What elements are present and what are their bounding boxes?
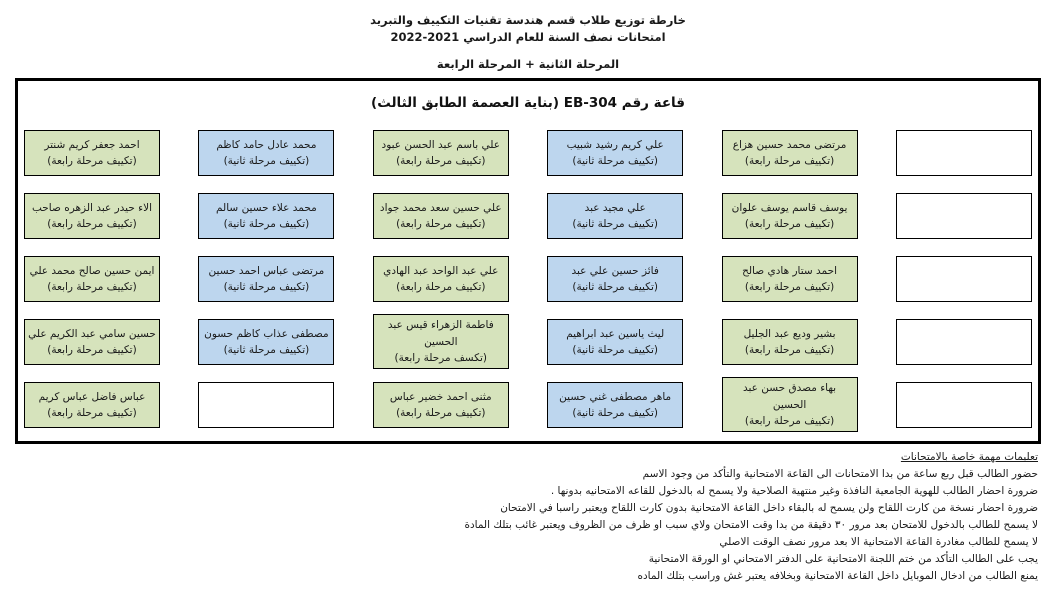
instruction-line: حضور الطالب قبل ربع ساعة من بدا الامتحانات الى القاعة الامتحانية والتأكد من وجود الاسم xyxy=(642,468,1038,481)
instruction-line: ضرورة احضار الطالب للهوية الجامعية النافذة وغير منتهية الصلاحية ولا يسمح له بالدخول للقاعه الامتحانيه بدونها . xyxy=(550,485,1038,498)
student-program: (تكييف مرحلة رابعة) xyxy=(47,217,137,230)
student-program: (تكييف مرحلة رابعة) xyxy=(47,343,137,356)
student-seat-cell xyxy=(547,256,683,302)
document-header xyxy=(0,0,1056,71)
student-seat-cell xyxy=(24,130,160,176)
student-seat-cell xyxy=(722,130,858,176)
student-program: (تكييف مرحلة ثانية) xyxy=(223,280,310,293)
student-seat-cell xyxy=(198,130,334,176)
student-program: (تكييف مرحلة ثانية) xyxy=(223,217,310,230)
student-name: علي باسم عبد الحسن عبود xyxy=(381,138,501,151)
student-program: (تكييف مرحلة رابعة) xyxy=(744,343,835,356)
student-program: (تكييف مرحلة رابعة) xyxy=(396,154,486,167)
student-program: (تكييف مرحلة رابعة) xyxy=(744,414,835,427)
student-name: حسين سامي عبد الكريم علي xyxy=(28,327,156,340)
student-seat-cell xyxy=(547,319,683,365)
student-seat-cell xyxy=(24,193,160,239)
student-seat-cell xyxy=(547,382,683,428)
instruction-line: يمنع الطالب من ادخال الموبايل داخل القاعة الامتحانية وبخلافه يعتبر غش وراسب بتلك الماده xyxy=(637,570,1038,583)
student-seat-cell xyxy=(722,256,858,302)
student-name: فاطمة الزهراء قيس عبد الحسين xyxy=(387,319,494,348)
student-name: عباس فاضل عباس كريم xyxy=(38,390,146,403)
student-seat-cell xyxy=(373,314,509,369)
student-program: (تكييف مرحلة رابعة) xyxy=(47,406,137,419)
student-name: علي عبد الواحد عبد الهادي xyxy=(383,264,499,277)
student-name: محمد علاء حسين سالم xyxy=(216,201,317,214)
seat-row xyxy=(24,373,1032,436)
document-subtitle: امتحانات نصف السنة للعام الدراسي 2021-2022 xyxy=(390,29,666,44)
instruction-line: ضرورة احضار نسخة من كارت اللقاح ولن يسمح له بالبقاء داخل القاعة الامتحانية بدون كارت اللقاح ويعتبر راسبا في الامتحان xyxy=(500,502,1038,515)
student-seat-cell xyxy=(373,256,509,302)
instruction-line: لا يسمح للطالب مغادرة القاعة الامتحانية الا بعد مرور نصف الوقت الاصلي xyxy=(719,536,1038,549)
student-seat-cell xyxy=(547,193,683,239)
student-program: (تكييف مرحلة رابعة) xyxy=(396,280,486,293)
student-program: (تكييف مرحلة رابعة) xyxy=(396,406,486,419)
student-seat-cell xyxy=(24,256,160,302)
empty-seat-cell xyxy=(896,193,1032,239)
student-program: (تكييف مرحلة ثانية) xyxy=(572,406,658,419)
seat-row xyxy=(24,310,1032,373)
student-program: (تكييف مرحلة ثانية) xyxy=(572,217,658,230)
student-seat-cell xyxy=(373,130,509,176)
student-program: (تكييف مرحلة رابعة) xyxy=(47,280,137,293)
seat-row xyxy=(24,184,1032,247)
student-name: علي مجيد عبد xyxy=(584,201,646,214)
student-seat-cell xyxy=(722,319,858,365)
student-name: يوسف قاسم يوسف علوان xyxy=(731,201,848,214)
student-program: (تكييف مرحلة رابعة) xyxy=(47,154,137,167)
student-name: علي كريم رشيد شبيب xyxy=(566,138,664,151)
student-program: (تكييف مرحلة ثانية) xyxy=(223,154,310,167)
student-seat-cell xyxy=(24,319,160,365)
empty-seat-cell xyxy=(896,382,1032,428)
student-name: مصطفى عذاب كاظم حسون xyxy=(204,327,329,340)
student-name: احمد جعفر كريم شنتر xyxy=(44,138,140,151)
student-program: (تكييف مرحلة رابعة) xyxy=(744,154,835,167)
student-program: (تكييف مرحلة ثانية) xyxy=(223,343,310,356)
instructions-section xyxy=(18,451,1038,585)
empty-seat-cell xyxy=(198,382,334,428)
student-seat-cell xyxy=(547,130,683,176)
stage-label: المرحلة الثانية + المرحلة الرابعة xyxy=(436,57,620,72)
student-seat-cell xyxy=(722,377,858,432)
student-program: (تكييف مرحلة رابعة) xyxy=(744,217,835,230)
seat-grid xyxy=(18,115,1038,440)
student-name: ايمن حسين صالح محمد علي xyxy=(29,264,155,277)
student-name: الاء حيدر عبد الزهره صاحب xyxy=(31,201,153,214)
student-program: (تكسف مرحلة رابعة) xyxy=(394,351,487,364)
student-program: (تكييف مرحلة ثانية) xyxy=(572,280,658,293)
student-program: (تكييف مرحلة رابعة) xyxy=(744,280,835,293)
student-seat-cell xyxy=(722,193,858,239)
student-name: ليث ياسين عبد ابراهيم xyxy=(566,327,665,340)
document-title: خارطة توزيع طلاب قسم هندسة تقنيات التكييف والتبريد xyxy=(370,13,686,27)
seat-row xyxy=(24,247,1032,310)
hall-title: قاعة رقم EB-304 (بناية العصمة الطابق الثالث) xyxy=(371,95,685,112)
student-name: علي حسين سعد محمد جواد xyxy=(379,201,502,214)
student-name: محمد عادل حامد كاظم xyxy=(216,138,317,151)
student-name: مثنى احمد خضير عباس xyxy=(389,390,492,403)
student-seat-cell xyxy=(198,319,334,365)
empty-seat-cell xyxy=(896,130,1032,176)
student-seat-cell xyxy=(198,256,334,302)
student-seat-cell xyxy=(198,193,334,239)
student-seat-cell xyxy=(373,193,509,239)
student-program: (تكييف مرحلة ثانية) xyxy=(572,154,658,167)
empty-seat-cell xyxy=(896,256,1032,302)
instructions-lines xyxy=(18,466,1038,585)
seating-chart-table xyxy=(15,78,1041,444)
seat-row xyxy=(24,121,1032,184)
student-program: (تكييف مرحلة رابعة) xyxy=(396,217,486,230)
student-name: بهاء مصدق حسن عبد الحسين xyxy=(743,382,837,411)
student-seat-cell xyxy=(24,382,160,428)
empty-seat-cell xyxy=(896,319,1032,365)
student-name: فائز حسين علي عبد xyxy=(571,264,659,277)
student-seat-cell xyxy=(373,382,509,428)
instruction-line: لا يسمح للطالب بالدخول للامتحان بعد مرور ٣٠ دقيقة من بدا وقت الامتحان ولاي سبب او ظرف من الظروف ويعتبر غائب بتلك المادة xyxy=(464,519,1038,532)
student-name: بشير وديع عبد الجليل xyxy=(743,327,836,340)
student-name: مرتضى عباس احمد حسين xyxy=(208,264,325,277)
student-program: (تكييف مرحلة ثانية) xyxy=(572,343,658,356)
instructions-heading: تعليمات مهمة خاصة بالامتحانات xyxy=(900,451,1038,464)
student-name: ماهر مصطفى غني حسين xyxy=(559,390,672,403)
student-name: احمد ستار هادي صالح xyxy=(742,264,838,277)
student-name: مرتضى محمد حسين هزاع xyxy=(732,138,847,151)
instruction-line: يجب على الطالب التأكد من ختم اللجنة الامتحانية على الدفتر الامتحاني او الورقة الامتحانية xyxy=(648,553,1038,566)
